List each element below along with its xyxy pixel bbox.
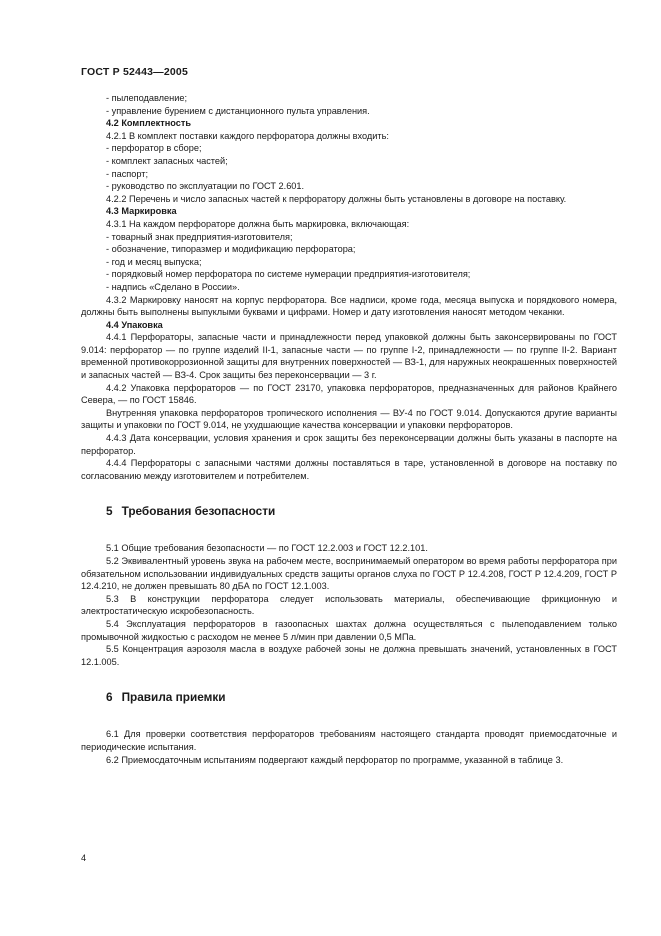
paragraph: 5.3 В конструкции перфоратора следует использовать материалы, обеспечивающие фрикционную и электростатическую искробезопасность.	[81, 593, 617, 617]
page-number: 4	[81, 853, 87, 863]
body-text	[81, 92, 617, 766]
paragraph: 4.2.2 Перечень и число запасных частей к перфоратору должны быть установлены в договоре на поставку.	[106, 193, 567, 204]
list-item: - обозначение, типоразмер и модификацию перфоратора;	[106, 244, 356, 255]
paragraph: 4.2.1 В комплект поставки каждого перфоратора должны входить:	[106, 130, 389, 141]
section-number: 5	[106, 504, 113, 519]
subsection-heading: 4.4 Упаковка	[106, 319, 163, 330]
paragraph: 5.1 Общие требования безопасности — по ГОСТ 12.2.003 и ГОСТ 12.2.101.	[106, 543, 428, 554]
paragraph: 4.4.3 Дата консервации, условия хранения и срок защиты без переконсервации должны быть указаны в паспорте на перфоратор.	[81, 433, 617, 456]
section-title: Требования безопасности	[121, 504, 276, 519]
paragraph: 5.2 Эквивалентный уровень звука на рабочем месте, воспринимаемый оператором во время работы перфоратора при обязательном использовании индивидуальных средств защиты органов слуха по ГОСТ Р 12.4.208, ГОСТ Р 12.4.209, ГОСТ Р 12.4.210, не должен превышать 80 дБА по ГОСТ 12.1.003.	[81, 556, 617, 592]
list-item: - руководство по эксплуатации по ГОСТ 2.601.	[106, 181, 305, 192]
list-item: - товарный знак предприятия-изготовителя;	[106, 231, 293, 242]
paragraph: 4.3.2 Маркировку наносят на корпус перфоратора. Все надписи, кроме года, месяца выпуска и порядкового номера, должны быть выполнены выпуклыми буквами и цифрами. Номер и дату изготовления наносят методом чеканки.	[81, 294, 617, 318]
list-item: - порядковый номер перфоратора по системе нумерации предприятия-изготовителя;	[106, 269, 471, 280]
section-number: 6	[106, 690, 113, 705]
subsection-heading: 4.2 Комплектность	[106, 118, 191, 129]
paragraph: 5.4 Эксплуатация перфораторов в газоопасных шахтах должна осуществляться с пылеподавлением только промывочной жидкостью с расходом не менее 5 л/мин при давлении 0,5 МПа.	[81, 618, 617, 642]
list-item: - управление бурением с дистанционного пульта управления.	[106, 105, 370, 116]
list-item: - паспорт;	[106, 168, 149, 179]
list-item: - комплект запасных частей;	[106, 155, 228, 166]
section-heading	[81, 504, 617, 518]
list-item: - год и месяц выпуска;	[106, 256, 202, 267]
paragraph: Внутренняя упаковка перфораторов тропического исполнения — ВУ-4 по ГОСТ 9.014. Допускаются другие варианты защиты и упаковки по ГОСТ 9.014, не ухудшающие качества консервации и упаковки перфораторов.	[81, 407, 617, 431]
paragraph: 5.5 Концентрация аэрозоля масла в воздухе рабочей зоны не должна превышать значений, установленных в ГОСТ 12.1.005.	[81, 644, 617, 667]
paragraph: 4.4.2 Упаковка перфораторов — по ГОСТ 23170, упаковка перфораторов, предназначенных для районов Крайнего Севера, — по ГОСТ 15846.	[81, 382, 617, 406]
paragraph: 6.1 Для проверки соответствия перфораторов требованиям настоящего стандарта проводят приемосдаточные и периодические испытания.	[81, 729, 617, 752]
section-title: Правила приемки	[121, 690, 226, 705]
list-item: - надпись «Сделано в России».	[106, 281, 240, 292]
paragraph: 6.2 Приемосдаточным испытаниям подвергают каждый перфоратор по программе, указанной в таблице 3.	[106, 754, 564, 765]
paragraph: 4.3.1 На каждом перфораторе должна быть маркировка, включающая:	[106, 218, 410, 229]
paragraph: 4.4.4 Перфораторы с запасными частями должны поставляться в таре, установленной в договоре на поставку по согласованию между изготовителем и потребителем.	[81, 458, 617, 481]
document-header: ГОСТ Р 52443—2005	[81, 66, 189, 78]
list-item: - пылеподавление;	[106, 93, 188, 103]
section-heading	[81, 690, 617, 704]
subsection-heading: 4.3 Маркировка	[106, 206, 177, 217]
list-item: - перфоратор в сборе;	[106, 143, 202, 154]
paragraph: 4.4.1 Перфораторы, запасные части и принадлежности перед упаковкой должны быть законсервированы по ГОСТ 9.014: перфоратор — по группе изделий II-1, запасные части — по группе I-2, принадлежности — по группе II-2. Вариант временной противокоррозионной защиты для внутренних поверхностей — ВЗ-1, для наружных неокрашенных поверхностей и запасных частей — ВЗ-4. Срок защиты без переконсервации — 3 г.	[81, 332, 617, 381]
